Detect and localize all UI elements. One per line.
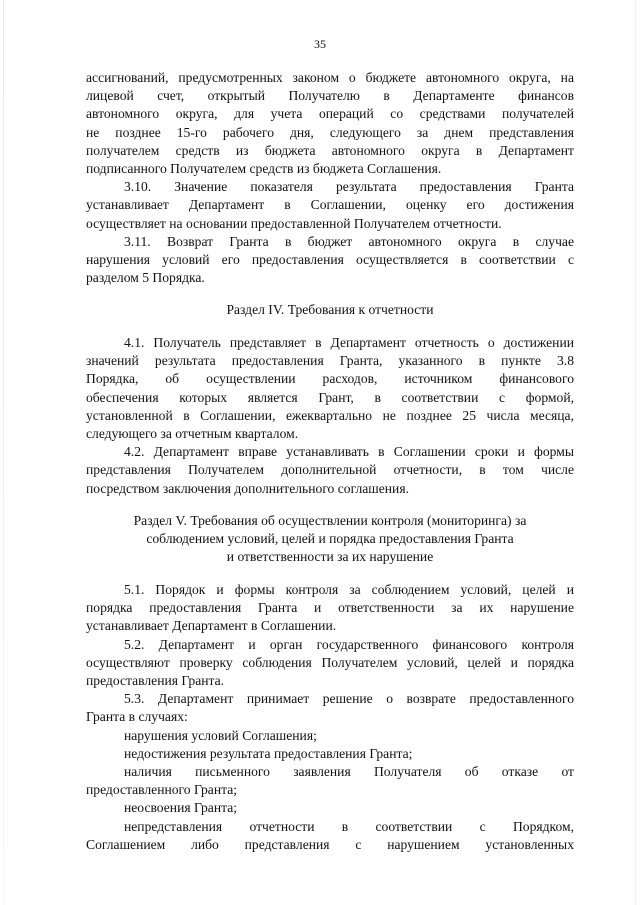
text-line: разделом 5 Порядка. bbox=[86, 270, 205, 286]
text-line: Порядка, об осуществлении расходов, источником финансового bbox=[86, 371, 574, 387]
text-line: недостижения результата предоставления Гранта; bbox=[124, 745, 413, 761]
scan-edge-right bbox=[635, 0, 636, 905]
section-5-title-line: и ответственности за их нарушение bbox=[226, 549, 434, 565]
text-line: следующего за отчетным кварталом. bbox=[86, 426, 299, 442]
text-line: порядка предоставления Гранта и ответственности за их нарушение bbox=[86, 600, 574, 616]
text-line: лицевой счет, открытый Получателю в Департаменте финансов bbox=[86, 88, 574, 104]
paragraph-block-section5 bbox=[86, 581, 574, 854]
paragraph-block-section3 bbox=[86, 69, 574, 287]
text-line: подписанного Получателем средств из бюджета Соглашения. bbox=[86, 161, 442, 177]
section-5-title-line: Раздел V. Требования об осуществлении контроля (мониторинга) за bbox=[133, 513, 527, 528]
text-line: 5.2. Департамент и орган государственного финансового контроля bbox=[124, 636, 574, 652]
text-line: 5.3. Департамент принимает решение о возврате предоставленного bbox=[124, 691, 574, 707]
text-line: 3.10. Значение показателя результата предоставления Гранта bbox=[124, 179, 574, 195]
text-line: ассигнований, предусмотренных законом о бюджете автономного округа, на bbox=[86, 70, 574, 85]
text-line: устанавливает Департамент в Соглашении, оценку его достижения bbox=[86, 197, 574, 213]
text-line: наличия письменного заявления Получателя об отказе от bbox=[124, 764, 574, 780]
text-line: установленной в Соглашении, ежеквартально не позднее 25 числа месяца, bbox=[86, 407, 574, 423]
text-line: автономного округа, для учета операций со средствами получателей bbox=[86, 106, 574, 122]
text-line: предоставления Гранта. bbox=[86, 673, 225, 689]
text-line: 3.11. Возврат Гранта в бюджет автономного округа в случае bbox=[124, 233, 574, 249]
text-line: нарушения условий его предоставления осуществляется в соответствии с bbox=[86, 252, 574, 268]
section-5-title bbox=[86, 512, 574, 567]
text-line: Гранта в случаях: bbox=[86, 709, 188, 725]
text-line: получателем средств из бюджета автономного округа в Департамент bbox=[86, 142, 574, 158]
text-line: нарушения условий Соглашения; bbox=[124, 727, 317, 743]
text-line: 4.2. Департамент вправе устанавливать в Соглашении сроки и формы bbox=[124, 444, 574, 460]
paragraph-block-section4 bbox=[86, 334, 574, 498]
text-line: 4.1. Получатель представляет в Департамент отчетность о достижении bbox=[124, 335, 574, 350]
text-line: представления Получателем дополнительной отчетности, в том числе bbox=[86, 462, 574, 478]
section-4-title: Раздел IV. Требования к отчетности bbox=[226, 302, 434, 317]
text-line: неосвоения Гранта; bbox=[124, 800, 238, 816]
text-line: непредставления отчетности в соответствии с Порядком, bbox=[124, 818, 574, 834]
text-line: предоставленного Гранта; bbox=[86, 782, 238, 798]
text-line: посредством заключения дополнительного соглашения. bbox=[86, 480, 409, 496]
text-line: обеспечения которых является Грант, в соответствии с формой, bbox=[86, 389, 574, 405]
page-number: 35 bbox=[314, 37, 326, 51]
section-5-title-line: соблюдением условий, целей и порядка предоставления Гранта bbox=[146, 531, 514, 547]
text-line: не позднее 15-го рабочего дня, следующего за днем представления bbox=[86, 124, 574, 140]
text-line: значений результата предоставления Гранта, указанного в пункте 3.8 bbox=[86, 353, 574, 369]
text-line: 5.1. Порядок и формы контроля за соблюдением условий, целей и bbox=[124, 582, 574, 597]
text-line: осуществляют проверку соблюдения Получателем условий, целей и порядка bbox=[86, 654, 574, 670]
text-line: устанавливает Департамент в Соглашении. bbox=[86, 618, 337, 634]
scan-edge-left bbox=[3, 0, 4, 905]
text-line: Соглашением либо представления с нарушением установленных bbox=[86, 836, 574, 852]
text-line: осуществляет на основании предоставленной Получателем отчетности. bbox=[86, 215, 502, 231]
